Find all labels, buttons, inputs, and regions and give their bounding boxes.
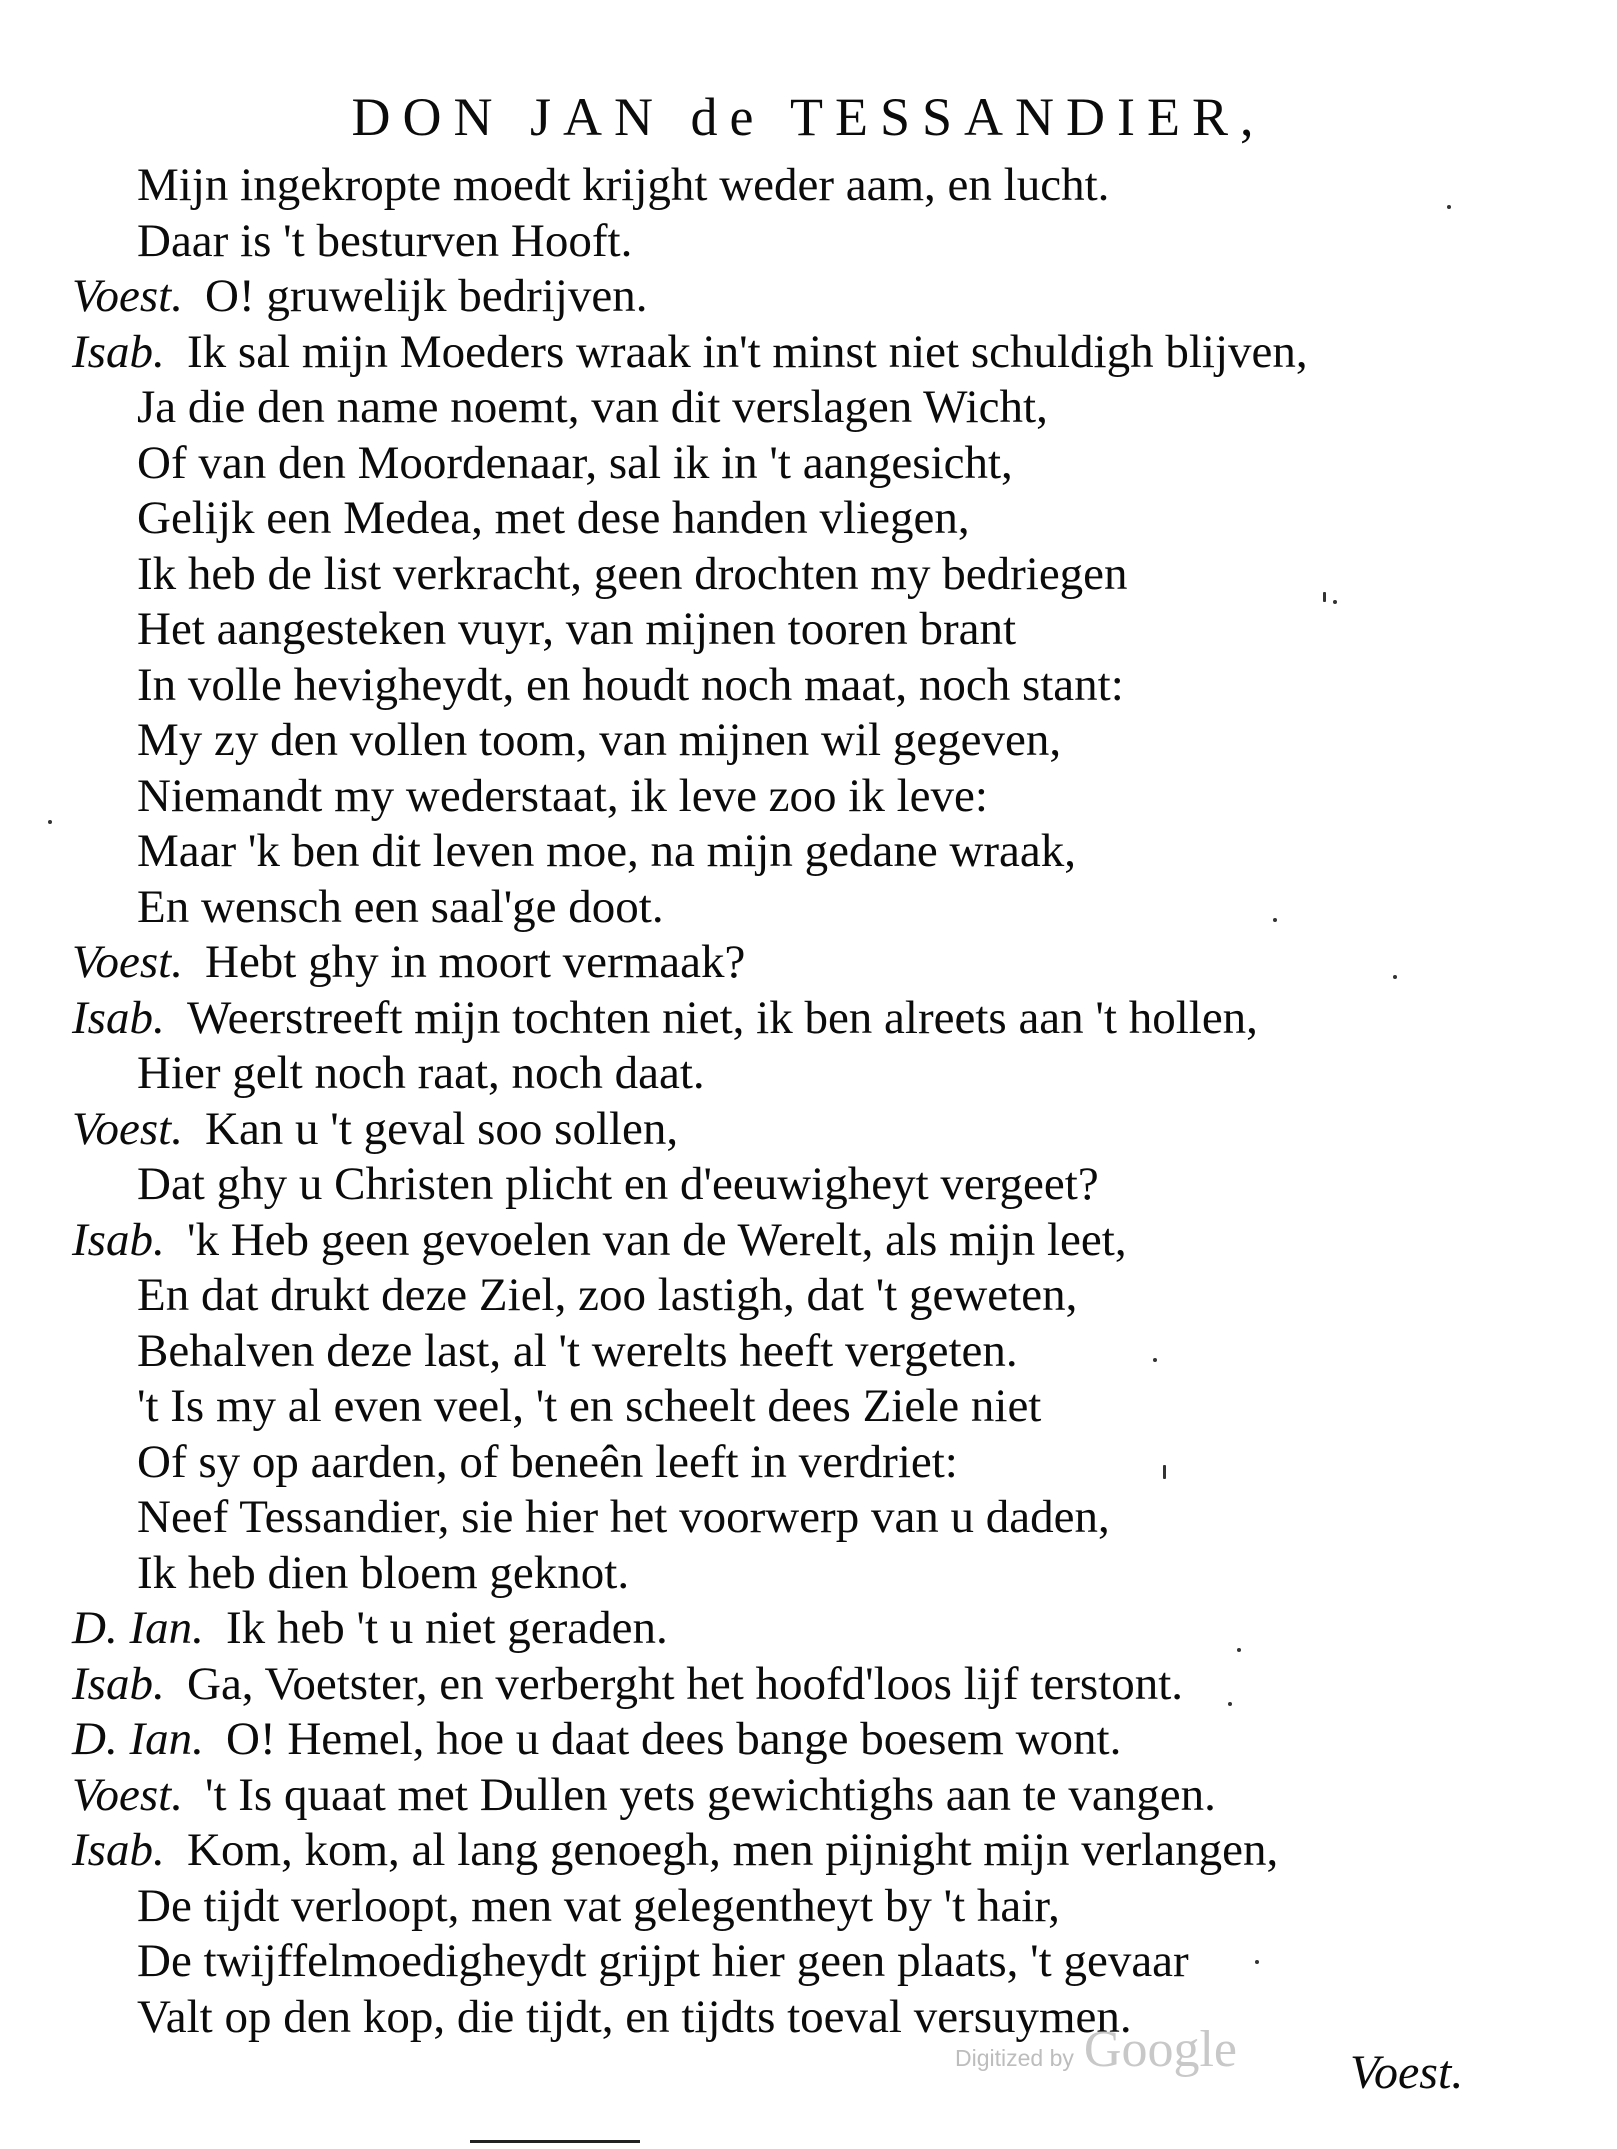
verse-line bbox=[0, 1213, 1617, 1269]
verse-block bbox=[0, 158, 1617, 2045]
verse-line bbox=[0, 1490, 1617, 1546]
verse-text: Daar is 't besturven Hooft. bbox=[137, 214, 633, 267]
verse-text: Hier gelt noch raat, noch daat. bbox=[137, 1047, 705, 1099]
verse-text: In volle hevigheydt, en houdt noch maat, noch stant: bbox=[137, 658, 1124, 711]
verse-text: En wensch een saal'ge doot. bbox=[137, 880, 664, 933]
verse-line bbox=[0, 380, 1617, 436]
verse-line bbox=[0, 158, 1617, 214]
verse-line bbox=[0, 935, 1617, 991]
verse-line bbox=[0, 1379, 1617, 1435]
verse-line bbox=[0, 491, 1617, 547]
verse-text: My zy den vollen toom, van mijnen wil gegeven, bbox=[137, 714, 1062, 766]
speaker-name: D. Ian. bbox=[72, 1602, 204, 1654]
verse-line bbox=[0, 1324, 1617, 1380]
verse-text: Gelijk een Medea, met dese handen vliegen, bbox=[137, 492, 970, 544]
verse-line bbox=[0, 769, 1617, 825]
speaker-name: D. Ian. bbox=[72, 1713, 204, 1765]
print-speck bbox=[1163, 1465, 1166, 1479]
verse-text: Ga, Voetster, en verberght het hoofd'loos lijf terstont. bbox=[187, 1657, 1184, 1710]
verse-text: 't Is quaat met Dullen yets gewichtighs aan te vangen. bbox=[205, 1768, 1216, 1821]
speaker-name: Isab. bbox=[72, 1213, 165, 1266]
verse-line bbox=[0, 214, 1617, 270]
verse-text: 't Is my al even veel, 't en scheelt dees Ziele niet bbox=[137, 1380, 1042, 1432]
verse-text: Ik sal mijn Moeders wraak in't minst niet schuldigh blijven, bbox=[187, 325, 1308, 378]
print-speck bbox=[1323, 592, 1326, 602]
verse-text: Weerstreeft mijn tochten niet, ik ben alreets aan 't hollen, bbox=[187, 991, 1258, 1044]
verse-line bbox=[0, 1601, 1617, 1657]
verse-line bbox=[0, 1934, 1617, 1990]
verse-line bbox=[0, 991, 1617, 1047]
speaker-name: Voest. bbox=[72, 1102, 183, 1155]
print-speck bbox=[1153, 1358, 1157, 1362]
verse-line bbox=[0, 1546, 1617, 1602]
verse-text: Valt op den kop, die tijdt, en tijdts toeval versuymen. bbox=[137, 1990, 1132, 2043]
print-speck bbox=[1228, 1702, 1232, 1706]
print-speck bbox=[1333, 600, 1337, 604]
verse-line bbox=[0, 1879, 1617, 1935]
verse-line bbox=[0, 658, 1617, 714]
verse-text: O! Hemel, hoe u daat dees bange boesem wont. bbox=[226, 1713, 1122, 1765]
verse-text: De twijffelmoedigheydt grijpt hier geen plaats, 't gevaar bbox=[137, 1935, 1189, 1987]
watermark-brand-logo: Google bbox=[1083, 2021, 1237, 2078]
verse-text: Behalven deze last, al 't werelts heeft vergeten. bbox=[137, 1324, 1018, 1377]
verse-line bbox=[0, 325, 1617, 381]
verse-text: Kan u 't geval soo sollen, bbox=[205, 1102, 679, 1155]
verse-text: Ik heb de list verkracht, geen drochten my bedriegen bbox=[137, 547, 1128, 600]
verse-line bbox=[0, 1990, 1617, 2046]
verse-line bbox=[0, 824, 1617, 880]
verse-text: Hebt ghy in moort vermaak? bbox=[205, 936, 746, 988]
watermark-prefix: Digitized by bbox=[955, 2045, 1074, 2071]
verse-line bbox=[0, 1823, 1617, 1879]
verse-text: Het aangesteken vuyr, van mijnen tooren brant bbox=[137, 603, 1017, 655]
verse-line bbox=[0, 713, 1617, 769]
print-speck bbox=[1255, 1960, 1259, 1964]
verse-line bbox=[0, 1046, 1617, 1102]
verse-text: Neef Tessandier, sie hier het voorwerp van u daden, bbox=[137, 1491, 1110, 1543]
verse-line bbox=[0, 1435, 1617, 1491]
speaker-name: Voest. bbox=[72, 270, 183, 322]
verse-text: Mijn ingekropte moedt krijght weder aam, en lucht. bbox=[137, 159, 1110, 211]
verse-line bbox=[0, 1102, 1617, 1158]
verse-text: 'k Heb geen gevoelen van de Werelt, als mijn leet, bbox=[187, 1213, 1127, 1266]
verse-text: O! gruwelijk bedrijven. bbox=[205, 270, 648, 322]
verse-text: Dat ghy u Christen plicht en d'eeuwigheyt vergeet? bbox=[137, 1158, 1099, 1210]
print-speck bbox=[1447, 205, 1451, 209]
speaker-name: Voest. bbox=[72, 1768, 183, 1821]
bottom-edge-mark bbox=[470, 2140, 640, 2143]
speaker-name: Isab. bbox=[72, 991, 165, 1044]
verse-line bbox=[0, 1657, 1617, 1713]
speaker-name: Isab. bbox=[72, 1824, 165, 1876]
verse-text: Ja die den name noemt, van dit verslagen Wicht, bbox=[137, 381, 1048, 433]
verse-text: Kom, kom, al lang genoegh, men pijnight mijn verlangen, bbox=[187, 1824, 1279, 1876]
verse-line bbox=[0, 547, 1617, 603]
speaker-name: Isab. bbox=[72, 325, 165, 378]
speaker-name: Voest. bbox=[72, 936, 183, 988]
verse-text: De tijdt verloopt, men vat gelegentheyt by 't hair, bbox=[137, 1879, 1060, 1932]
verse-text: Maar 'k ben dit leven moe, na mijn gedane wraak, bbox=[137, 825, 1076, 877]
verse-text: Ik heb dien bloem geknot. bbox=[137, 1546, 630, 1599]
verse-line bbox=[0, 880, 1617, 936]
verse-text: Of van den Moordenaar, sal ik in 't aangesicht, bbox=[137, 436, 1013, 489]
catchword: Voest. bbox=[1350, 2046, 1464, 2099]
verse-line bbox=[0, 1712, 1617, 1768]
verse-text: Of sy op aarden, of beneên leeft in verdriet: bbox=[137, 1435, 958, 1488]
print-speck bbox=[48, 820, 52, 824]
print-speck bbox=[1273, 918, 1277, 922]
print-speck bbox=[1237, 1648, 1241, 1652]
digitization-watermark bbox=[955, 2020, 1237, 2079]
verse-text: En dat drukt deze Ziel, zoo lastigh, dat 't geweten, bbox=[137, 1269, 1078, 1321]
verse-line bbox=[0, 1157, 1617, 1213]
verse-line bbox=[0, 269, 1617, 325]
speaker-name: Isab. bbox=[72, 1657, 165, 1710]
verse-line bbox=[0, 1268, 1617, 1324]
verse-line bbox=[0, 1768, 1617, 1824]
verse-text: Niemandt my wederstaat, ik leve zoo ik leve: bbox=[137, 769, 988, 822]
print-speck bbox=[1393, 975, 1397, 979]
running-head: DON JAN de TESSANDIER, bbox=[351, 87, 1266, 147]
verse-text: Ik heb 't u niet geraden. bbox=[226, 1602, 668, 1654]
verse-line bbox=[0, 436, 1617, 492]
verse-line bbox=[0, 602, 1617, 658]
